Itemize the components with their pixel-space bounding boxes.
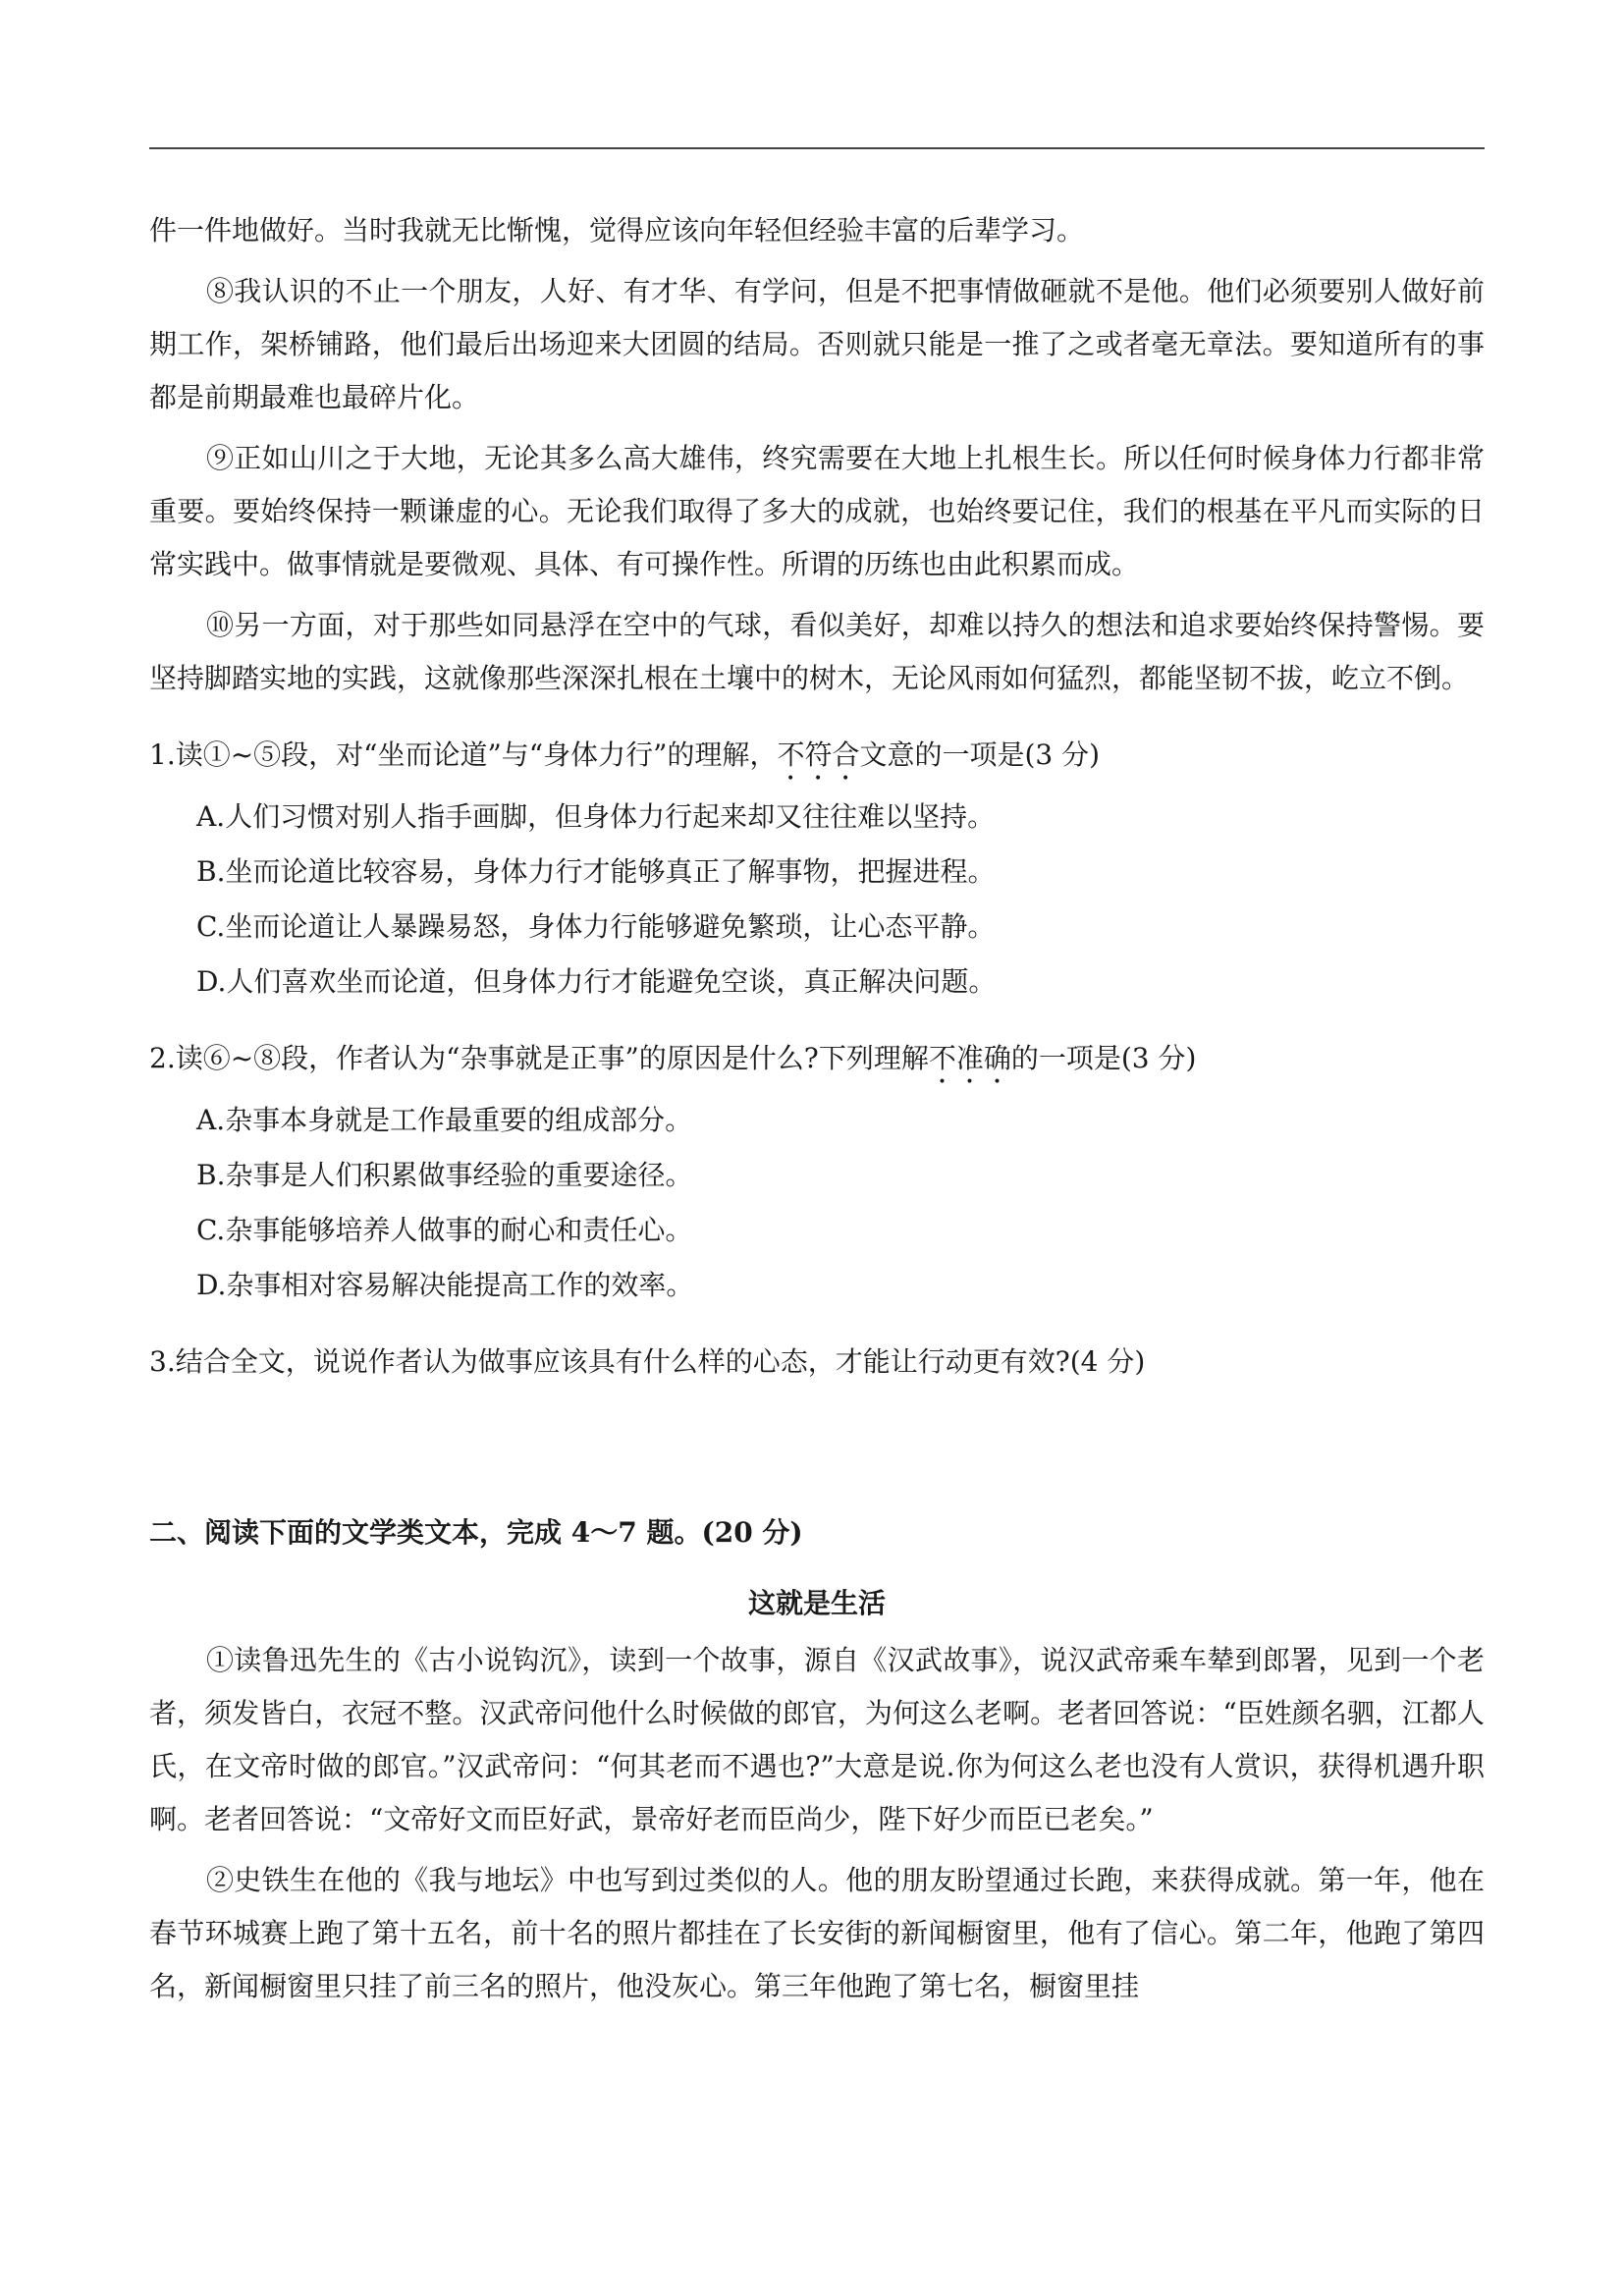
- question-1-option-a: A.人们习惯对别人指手画脚，但身体力行起来却又往往难以坚持。: [196, 800, 996, 833]
- question-2-emphasis: 不准确: [928, 1042, 1011, 1074]
- question-2-option-d: D.杂事相对容易解决能提高工作的效率。: [196, 1269, 694, 1301]
- story-paragraph-1: ①读鲁迅先生的《古小说钩沉》，读到一个故事，源自《汉武故事》，说汉武帝乘车辇到郎署，见到一个老者，须发皆白，衣冠不整。汉武帝问他什么时候做的郎官，为何这么老啊。老者回答说：“臣姓颜名驷，江都人氏，在文帝时做的郎官。”汉武帝问：“何其老而不遇也?”大意是说.你为何这么老也没有人赏识，获得机遇升职啊。老者回答说：“文帝好文而臣好武，景帝好老而臣尚少，陛下好少而臣已老矣。”: [149, 1644, 1485, 1835]
- story-paragraph-2: ②史铁生在他的《我与地坛》中也写到过类似的人。他的朋友盼望通过长跑，来获得成就。第一年，他在春节环城赛上跑了第十五名，前十名的照片都挂在了长安街的新闻橱窗里，他有了信心。第二年，他跑了第四名，新闻橱窗里只挂了前三名的照片，他没灰心。第三年他跑了第七名，橱窗里挂: [149, 1864, 1485, 2002]
- question-1-option-b: B.坐而论道比较容易，身体力行才能够真正了解事物，把握进程。: [196, 855, 996, 888]
- header-rule: [149, 147, 1485, 149]
- question-1-emphasis: 不符合: [777, 738, 860, 771]
- question-1: [149, 729, 1485, 787]
- paragraph-9: ⑨正如山川之于大地，无论其多么高大雄伟，终究需要在大地上扎根生长。所以任何时候身体力行都非常重要。要始终保持一颗谦虚的心。无论我们取得了多大的成就，也始终要记住，我们的根基在平凡而实际的日常实践中。做事情就是要微观、具体、有可操作性。所谓的历练也由此积累而成。: [149, 442, 1485, 580]
- section-2-heading: 二、阅读下面的文学类文本，完成 4～7 题。(20 分): [149, 1516, 803, 1549]
- question-2-option-a: A.杂事本身就是工作最重要的组成部分。: [196, 1104, 693, 1136]
- question-1-option-d: D.人们喜欢坐而论道，但身体力行才能避免空谈，真正解决问题。: [196, 965, 997, 998]
- paragraph-7-tail: 件一件地做好。当时我就无比惭愧，觉得应该向年轻但经验丰富的后辈学习。: [149, 214, 1085, 246]
- story-title: 这就是生活: [747, 1587, 886, 1619]
- question-2-text: 2.读⑥~⑧段，作者认为“杂事就是正事”的原因是什么?下列理解: [149, 1042, 929, 1074]
- page-content: [149, 204, 1485, 2021]
- question-1-score: 文意的一项是(3 分): [859, 738, 1101, 771]
- question-2: [149, 1032, 1485, 1090]
- question-2-option-c: C.杂事能够培养人做事的耐心和责任心。: [196, 1214, 693, 1246]
- paragraph-8: ⑧我认识的不止一个朋友，人好、有才华、有学问，但是不把事情做砸就不是他。他们必须要别人做好前期工作，架桥铺路，他们最后出场迎来大团圆的结局。否则就只能是一推了之或者毫无章法。要知道所有的事都是前期最难也最碎片化。: [149, 275, 1485, 413]
- question-3: 3.结合全文，说说作者认为做事应该具有什么样的心态，才能让行动更有效?(4 分): [149, 1345, 1146, 1378]
- question-1-text: 1.读①~⑤段，对“坐而论道”与“身体力行”的理解，: [149, 738, 778, 771]
- question-1-option-c: C.坐而论道让人暴躁易怒，身体力行能够避免繁琐，让心态平静。: [196, 910, 996, 943]
- question-2-option-b: B.杂事是人们积累做事经验的重要途径。: [196, 1159, 693, 1191]
- question-2-score: 的一项是(3 分): [1010, 1042, 1197, 1074]
- paragraph-10: ⑩另一方面，对于那些如同悬浮在空中的气球，看似美好，却难以持久的想法和追求要始终保持警惕。要坚持脚踏实地的实践，这就像那些深深扎根在土壤中的树木，无论风雨如何猛烈，都能坚韧不拔，屹立不倒。: [149, 609, 1485, 694]
